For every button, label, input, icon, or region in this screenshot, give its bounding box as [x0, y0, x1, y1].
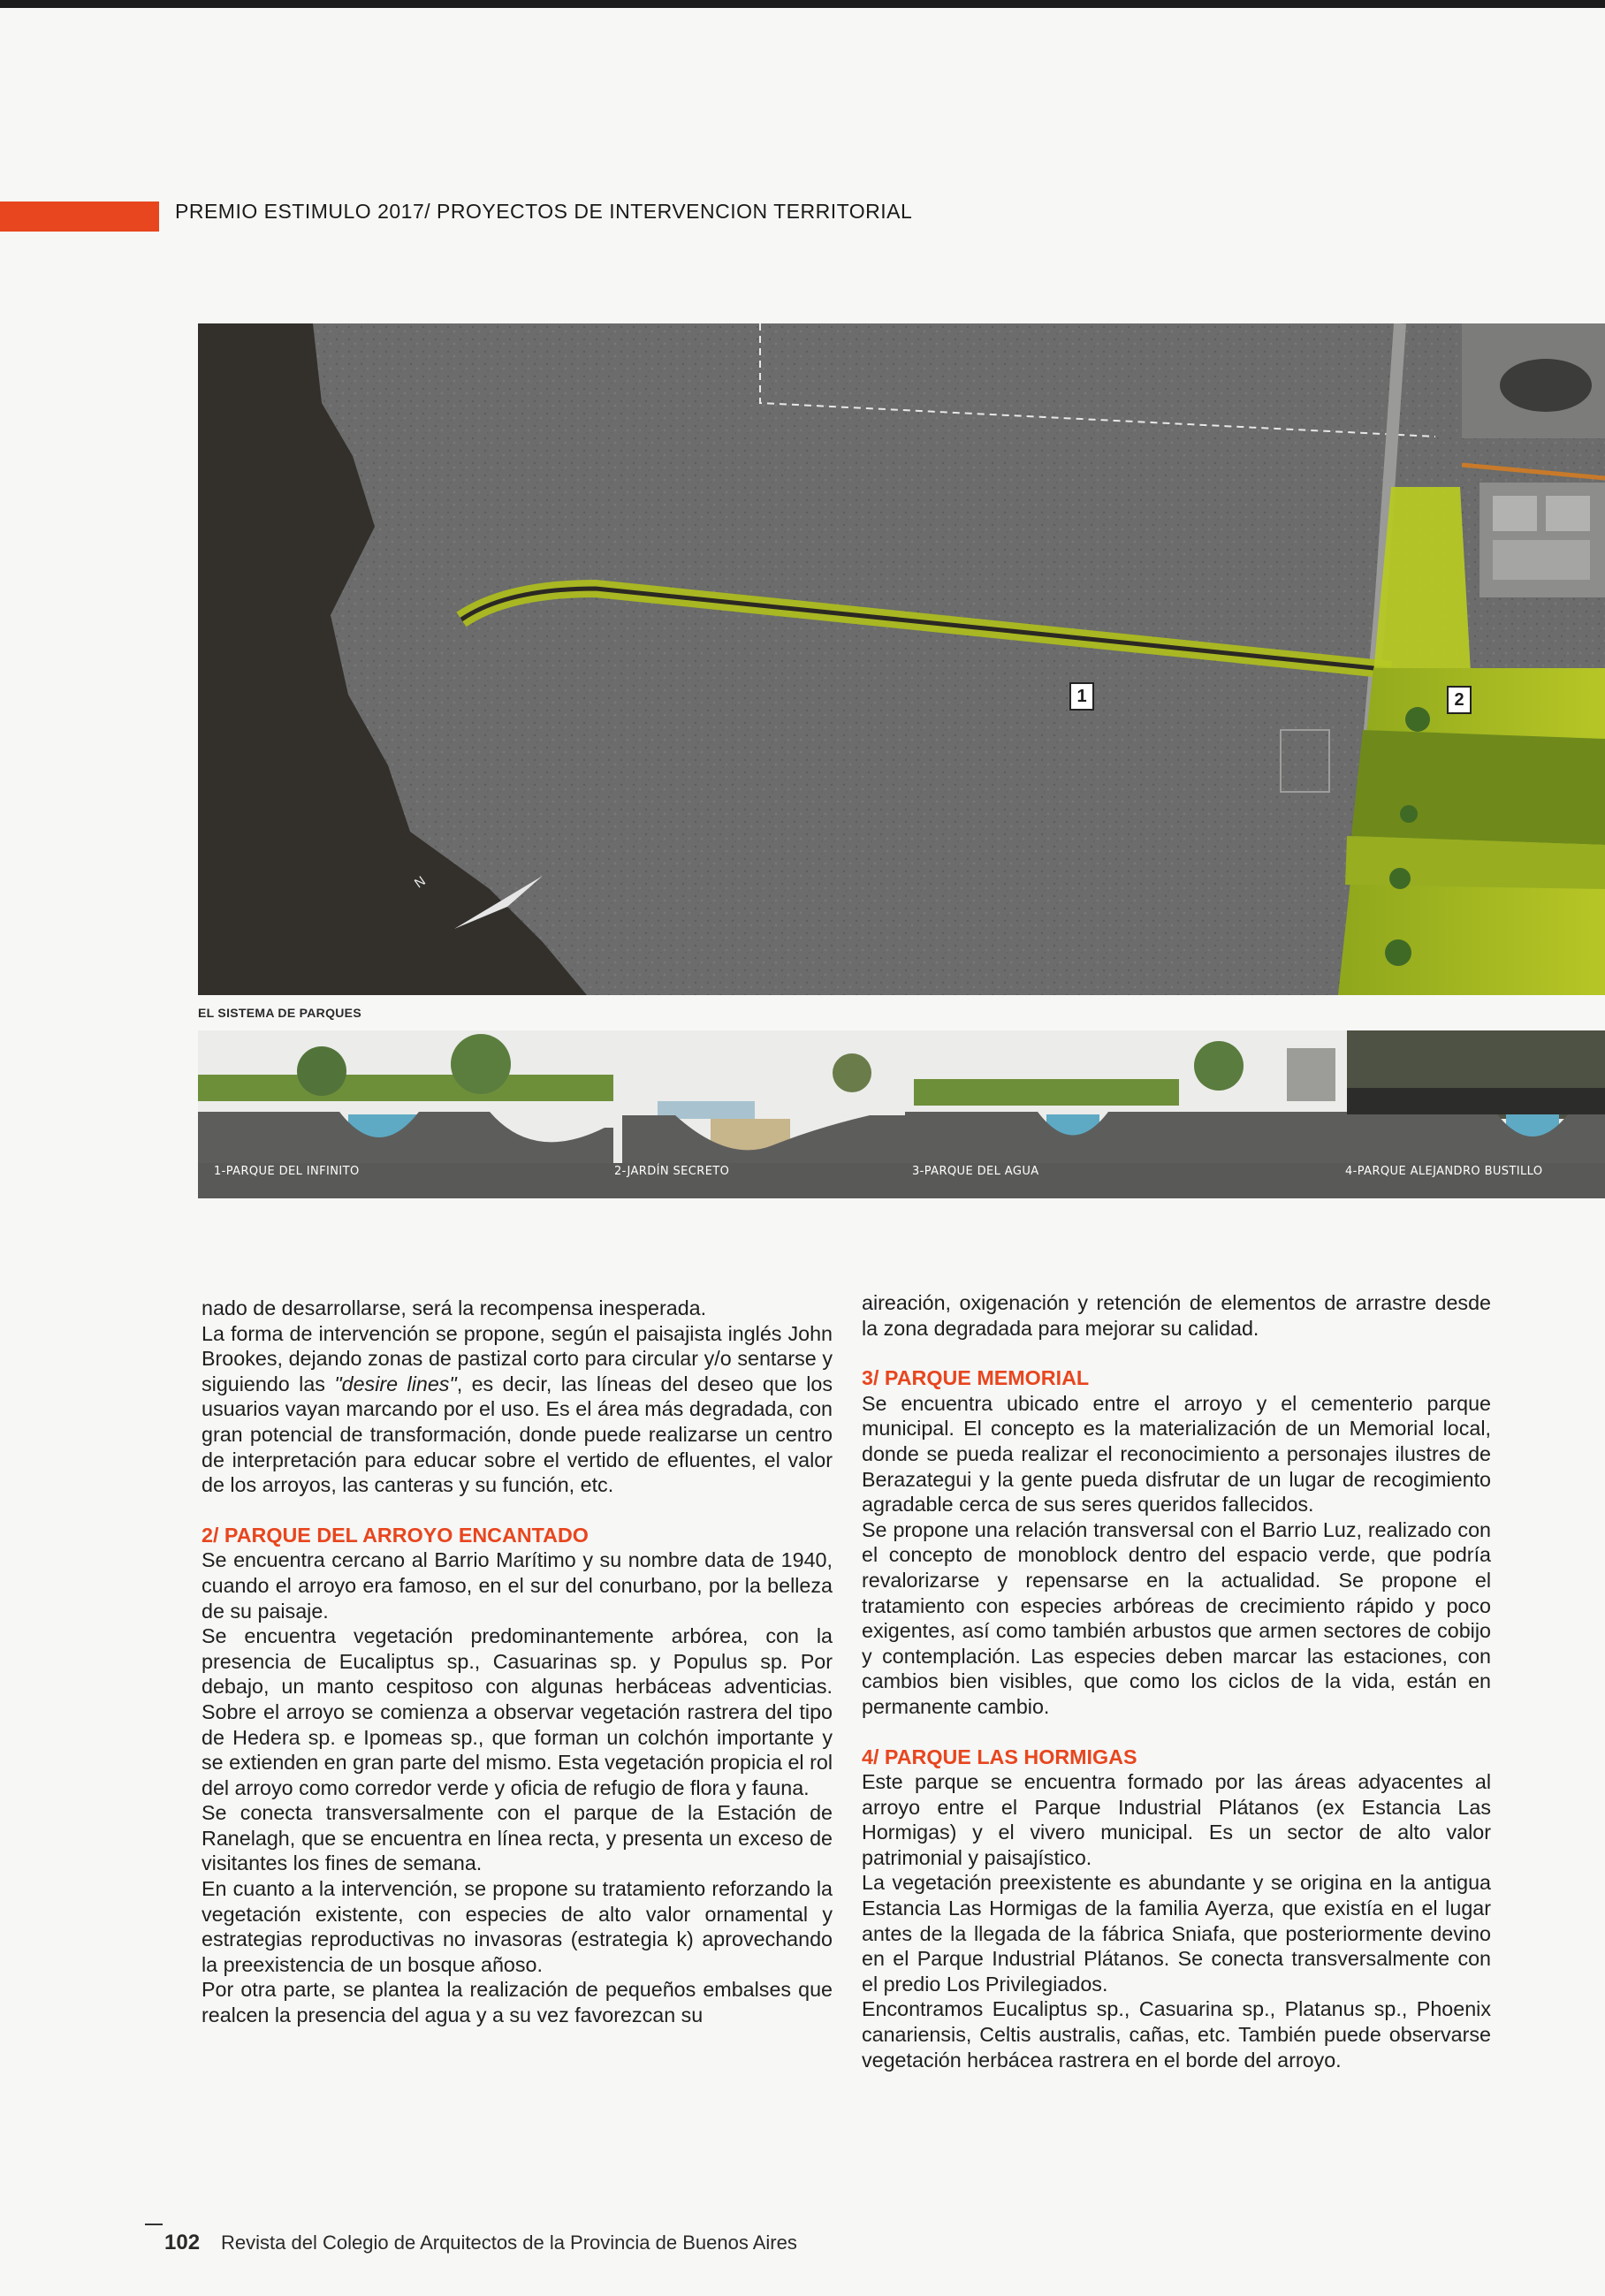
aerial-map [198, 323, 1605, 995]
page-header-title: PREMIO ESTIMULO 2017/ PROYECTOS DE INTERVENCION TERRITORIAL [175, 200, 913, 223]
map-marker-2 [1447, 686, 1472, 714]
section-label-2: 2-JARDÍN SECRETO [614, 1165, 730, 1178]
north-label: N [412, 873, 429, 892]
page-number: 102 [164, 2231, 201, 2254]
left-paragraph-6: En cuanto a la intervención, se propone su tratamiento reforzando la vegetación existente, con especies de alto valor ornamental y estrategias reproductivas no invasoras (estrategia k) aprovechando la preexistencia de un bosque añoso. [202, 1877, 833, 1976]
left-paragraph-1: nado de desarrollarse, será la recompensa inesperada. [202, 1296, 707, 1319]
map-marker-1 [1069, 682, 1094, 711]
heading-parque-memorial: 3/ PARQUE MEMORIAL [862, 1366, 1090, 1390]
header-accent-bar [0, 201, 159, 232]
left-paragraph-7: Por otra parte, se plantea la realización de pequeños embalses que realcen la presencia del agua y a su vez favorezcan su [202, 1978, 833, 2027]
map-marker-1-label: 1 [1076, 687, 1087, 706]
top-edge-bar [0, 0, 1605, 8]
right-paragraph-1: aireación, oxigenación y retención de elementos de arrastre desde la zona degradada para mejorar su calidad. [862, 1291, 1491, 1340]
footer-rule [145, 2224, 163, 2225]
right-paragraph-5: La vegetación preexistente es abundante y se origina en la antigua Estancia Las Hormigas de la familia Ayerza, que existía en el lugar antes de la llegada de la fábrica Sniafa, que posteriormente devino en el Parque Industrial Plátanos. Se conecta transversalmente con el predio Los Privilegiados. [862, 1871, 1491, 1996]
left-paragraph-5: Se conecta transversalmente con el parque de la Estación de Ranelagh, que se encuentra en línea recta, y presenta un exceso de visitantes los fines de semana. [202, 1801, 833, 1875]
left-paragraph-3: Se encuentra cercano al Barrio Marítimo y su nombre data de 1940, cuando el arroyo era famoso, en el sur del conurbano, por la belleza de su paisaje. [202, 1548, 833, 1623]
map-caption: EL SISTEMA DE PARQUES [198, 1006, 361, 1020]
page-footer [164, 2231, 797, 2255]
section-label-1: 1-PARQUE DEL INFINITO [214, 1165, 360, 1178]
section-label-4: 4-PARQUE ALEJANDRO BUSTILLO [1345, 1165, 1543, 1178]
aerial-map-graphic [198, 323, 1605, 995]
left-text-column [202, 1296, 833, 2028]
right-paragraph-2: Se encuentra ubicado entre el arroyo y el cementerio parque municipal. El concepto es la materialización de un Memorial local, donde se pueda realizar el reconocimiento a personajes ilustres de Berazategui y la gente pueda disfrutar de un lugar de recogimiento agradable cerca de sus seres queridos fallecidos. [862, 1391, 1491, 1517]
right-paragraph-6: Encontramos Eucaliptus sp., Casuarina sp., Platanus sp., Phoenix canariensis, Celtis australis, cañas, etc. También puede observarse vegetación herbácea rastrera en el borde del arroyo. [862, 1997, 1491, 2072]
right-text-column [862, 1290, 1491, 2072]
section-label-3: 3-PARQUE DEL AGUA [912, 1165, 1039, 1178]
right-paragraph-3: Se propone una relación transversal con el Barrio Luz, realizado con el concepto de monoblock dentro del espacio verde, que podría revalorizarse y repensarse en la actualidad. Se propone el tratamiento con especies arbóreas de crecimiento rápido y poco exigentes, así como también arbustos que armen sectores de cobijo y contemplación. Las especies deben marcar las estaciones, con cambios bien visibles, que como los ciclos de la vida, están en permanente cambio. [862, 1517, 1491, 1718]
heading-parque-arroyo-encantado: 2/ PARQUE DEL ARROYO ENCANTADO [202, 1523, 589, 1547]
left-paragraph-4: Se encuentra vegetación predominantemente arbórea, con la presencia de Eucaliptus sp., Casuarinas sp. y Populus sp. Por debajo, un manto cespitoso con algunas herbáceas adventicias. Sobre el arroyo se comienza a observar vegetación rastrera del tipo de Hedera sp. e Ipomeas sp., que forman un colchón importante y se extienden en gran parte del mismo. Esta vegetación propicia el rol del arroyo como corredor verde y oficia de refugio de flora y fauna. [202, 1624, 833, 1799]
publication-name: Revista del Colegio de Arquitectos de la Provincia de Buenos Aires [221, 2231, 797, 2254]
right-paragraph-4: Este parque se encuentra formado por las áreas adyacentes al arroyo entre el Parque Industrial Plátanos (ex Estancia Las Hormigas) y el vivero municipal. Es un sector de alto valor patrimonial y paisajístico. [862, 1770, 1491, 1869]
left-paragraph-2: La forma de intervención se propone, según el paisajista inglés John Brookes, dejando zonas de pastizal corto para circular y/o sentarse y siguiendo las "desire lines", es decir, las líneas del deseo que los usuarios vayan marcando por el uso. Es el área más degradada, con gran potencial de transformación, donde puede realizarse un centro de interpretación para educar sobre el vertido de efluentes, el valor de los arroyos, las canteras y su función, etc. [202, 1321, 833, 1497]
map-marker-2-label: 2 [1454, 690, 1464, 710]
heading-parque-las-hormigas: 4/ PARQUE LAS HORMIGAS [862, 1745, 1137, 1768]
